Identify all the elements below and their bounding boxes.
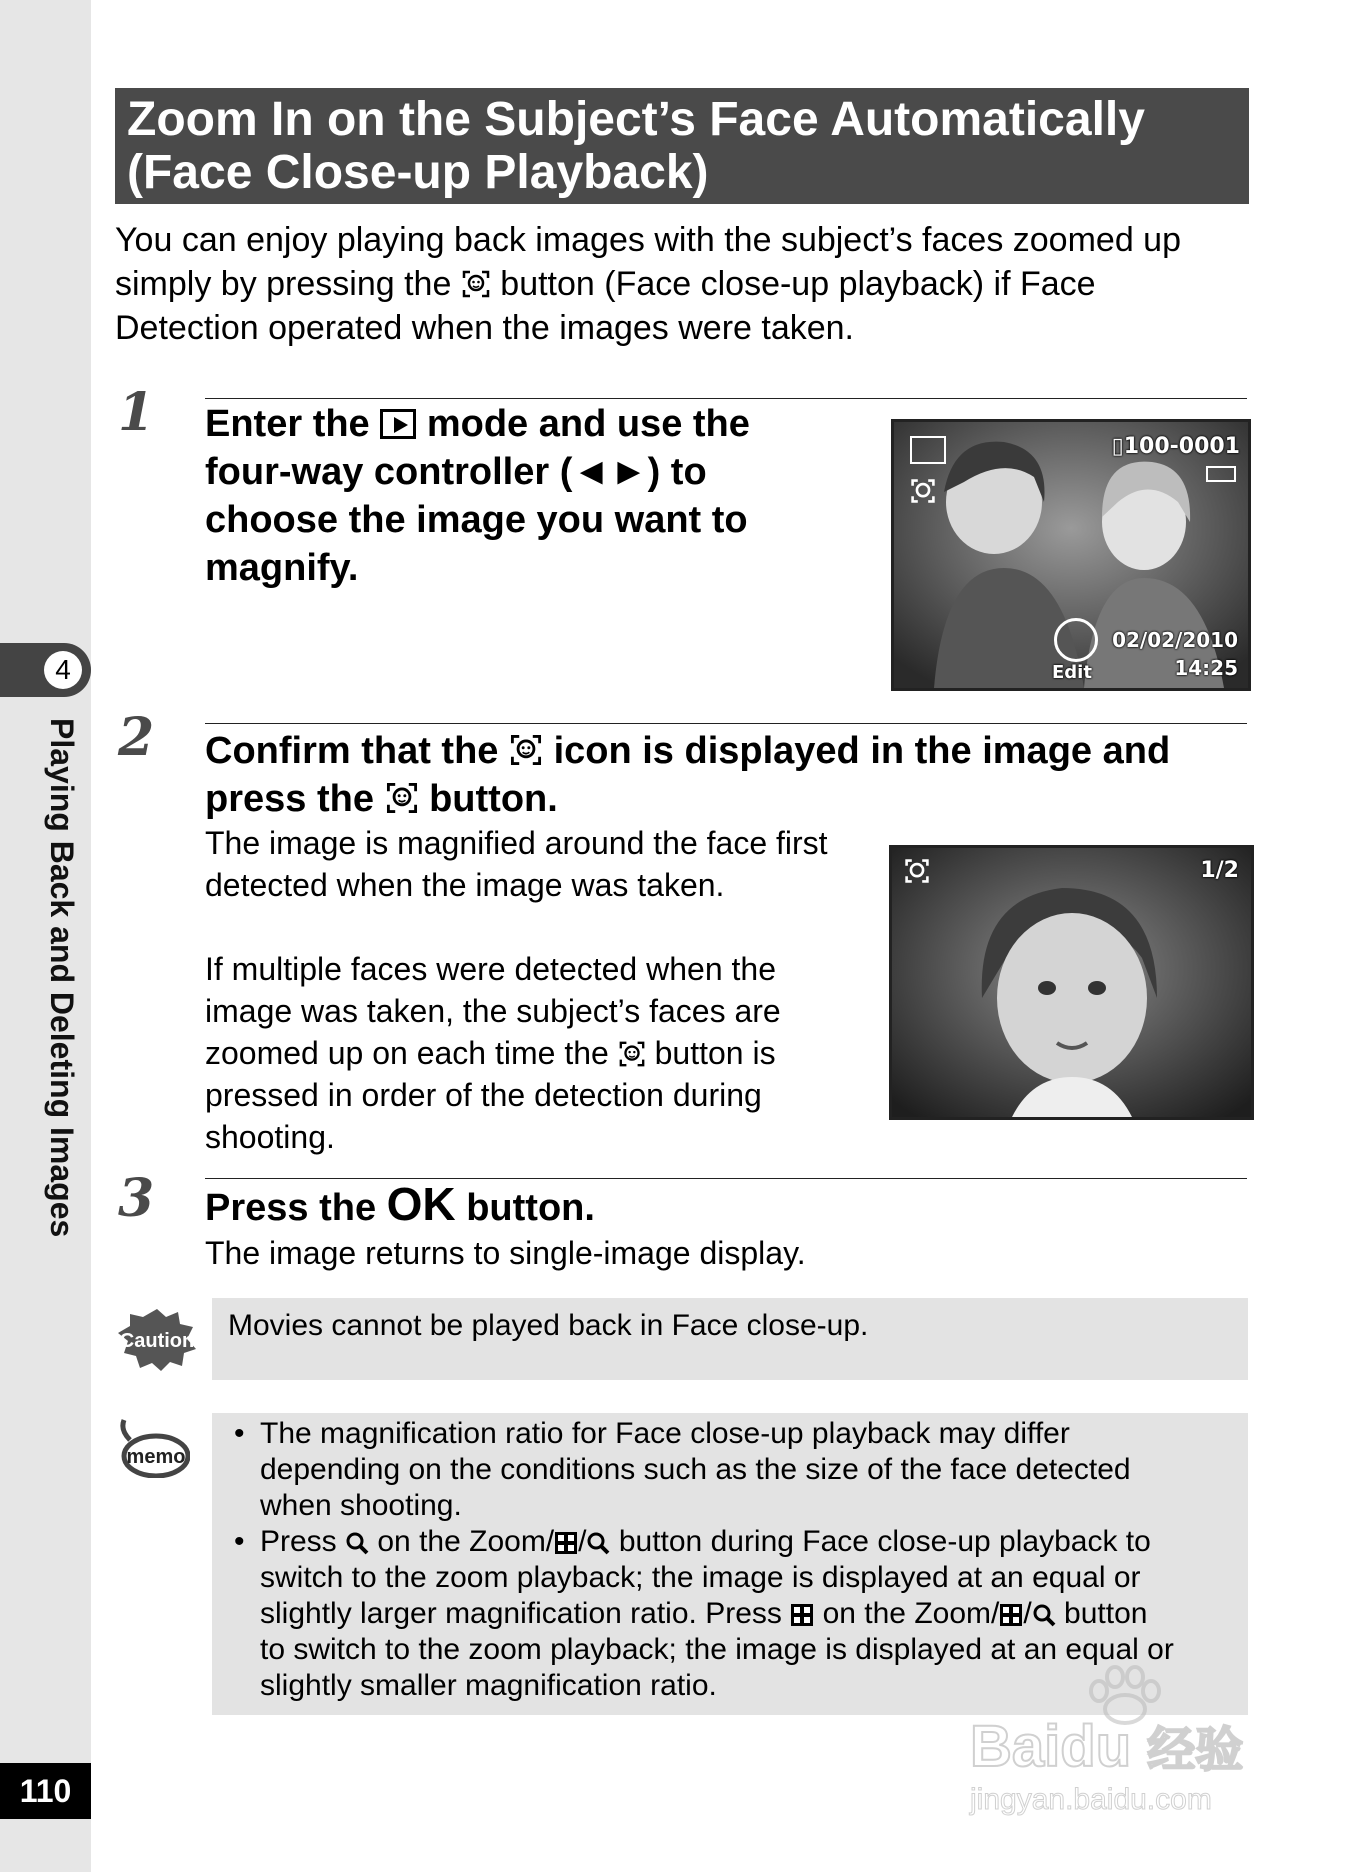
step2-text: button. [429, 778, 558, 820]
step3-body: The image returns to single-image display. [205, 1235, 806, 1271]
step3-heading [205, 1180, 1205, 1232]
ok-button-glyph: OK [386, 1178, 456, 1230]
memo-text: / [578, 1525, 587, 1558]
thumbnail-grid-icon [999, 1603, 1023, 1627]
step2-body-line: pressed in order of the detection during [205, 1077, 762, 1113]
memo-text: / [1023, 1597, 1032, 1630]
face-counter: 1/2 [1200, 858, 1239, 883]
face-detect-osd-icon [910, 478, 936, 504]
intro-text: button (Face close-up playback) if Face [500, 265, 1096, 303]
memo-item [216, 1416, 1236, 1524]
page-number: 110 [0, 1763, 91, 1819]
memo-badge-icon [118, 1418, 190, 1478]
magnify-icon [1032, 1603, 1056, 1627]
step-divider [205, 723, 1247, 724]
intro-line: You can enjoy playing back images with the subject’s faces zoomed up [115, 221, 1181, 259]
step1-text: Enter the [205, 403, 370, 445]
face-closeup-icon [385, 781, 419, 815]
step1-text: mode and use the [426, 403, 750, 445]
page-title-line1: Zoom In on the Subject’s Face Automatically [127, 93, 1145, 146]
step2-text: icon is displayed in the image and [553, 730, 1171, 772]
memo-line: to switch to the zoom playback; the image is displayed at an equal or [260, 1633, 1174, 1666]
step-number: 2 [118, 707, 155, 768]
thumbnail-grid-icon [554, 1531, 578, 1555]
face-closeup-icon [461, 269, 491, 299]
memo-line: slightly smaller magnification ratio. [260, 1669, 717, 1702]
step2-body-line: detected when the image was taken. [205, 867, 725, 903]
thumbnail-grid-icon [790, 1603, 814, 1627]
step1-heading [205, 400, 865, 592]
caution-badge-icon [116, 1307, 198, 1373]
watermark-url: jingyan.baidu.com [970, 1783, 1212, 1816]
step3-text: button. [466, 1187, 595, 1229]
memo-text: on the Zoom/ [822, 1597, 1000, 1630]
caution-text: Movies cannot be played back in Face close-up. [228, 1309, 869, 1342]
intro-paragraph [115, 218, 1255, 350]
memo-text: button [1064, 1597, 1148, 1630]
caution-badge-label: Caution [119, 1330, 195, 1352]
watermark-brand [970, 1711, 1243, 1780]
battery-icon [1206, 466, 1236, 482]
step2-body-line: shooting. [205, 1119, 335, 1155]
memo-list [216, 1416, 1236, 1704]
playback-mode-icon [380, 409, 416, 439]
file-number: ▯100-0001 [1111, 434, 1240, 459]
magnify-icon [586, 1531, 610, 1555]
memo-text: button during Face close-up playback to [618, 1525, 1151, 1558]
face-detect-osd-icon [904, 858, 930, 884]
step1-text: four-way controller (◄►) to [205, 451, 707, 493]
file-number-text: 100-0001 [1123, 434, 1240, 459]
watermark-brand-text: du [1060, 1714, 1132, 1779]
memo-line: depending on the conditions such as the size of the face detected [260, 1453, 1131, 1486]
face-closeup-icon [509, 733, 543, 767]
step2-text: Confirm that the [205, 730, 499, 772]
caution-box [212, 1298, 1248, 1380]
intro-text: simply by pressing the [115, 265, 452, 303]
watermark-brand-text: Bai [970, 1714, 1061, 1779]
step1-text: magnify. [205, 547, 359, 589]
magnify-icon [345, 1531, 369, 1555]
page-title [115, 88, 1249, 204]
memo-line: when shooting. [260, 1489, 462, 1522]
step2-heading [205, 727, 1255, 823]
step-number: 1 [118, 382, 155, 443]
step2-body-line: image was taken, the subject’s faces are [205, 993, 781, 1029]
page-title-line2: (Face Close-up Playback) [127, 146, 709, 199]
memo-line: switch to the zoom playback; the image is displayed at an equal or [260, 1561, 1141, 1594]
step-number: 3 [118, 1168, 155, 1229]
step-divider [205, 398, 1247, 399]
play-mode-osd-icon [910, 436, 946, 464]
date-display: 02/02/2010 [1112, 628, 1238, 652]
step2-body-text: button is [654, 1035, 776, 1071]
watermark-cn-text: 经验 [1147, 1724, 1244, 1777]
memo-line: • The magnification ratio for Face close-up playback may differ [260, 1417, 1070, 1450]
memo-badge-label: memo [126, 1446, 186, 1468]
face-closeup-icon [618, 1040, 646, 1068]
memo-text: on the Zoom/ [377, 1525, 555, 1558]
memo-text: Press [260, 1525, 337, 1558]
memo-text: slightly larger magnification ratio. Press [260, 1597, 782, 1630]
step2-body-line: If multiple faces were detected when the [205, 951, 776, 987]
chapter-title: Playing Back and Deleting Images [44, 718, 80, 1238]
step1-text: choose the image you want to [205, 499, 748, 541]
intro-line: Detection operated when the images were taken. [115, 309, 855, 347]
photo-child-face [892, 848, 1251, 1117]
step2-body-line: The image is magnified around the face first [205, 825, 828, 861]
step3-text: Press the [205, 1187, 377, 1229]
playback-screen-photo [891, 419, 1251, 691]
step2-text: press the [205, 778, 374, 820]
baidu-watermark [970, 1665, 1290, 1825]
step2-body-text: zoomed up on each time the [205, 1035, 609, 1071]
four-way-controller-icon [1054, 618, 1098, 662]
chapter-number: 4 [44, 651, 82, 689]
step-divider [205, 1178, 1247, 1179]
intro-line [115, 262, 1255, 306]
step2-body [205, 822, 865, 1158]
face-closeup-screen-photo [889, 845, 1254, 1120]
edit-label: Edit [1052, 662, 1092, 683]
time-display: 14:25 [1174, 656, 1238, 680]
